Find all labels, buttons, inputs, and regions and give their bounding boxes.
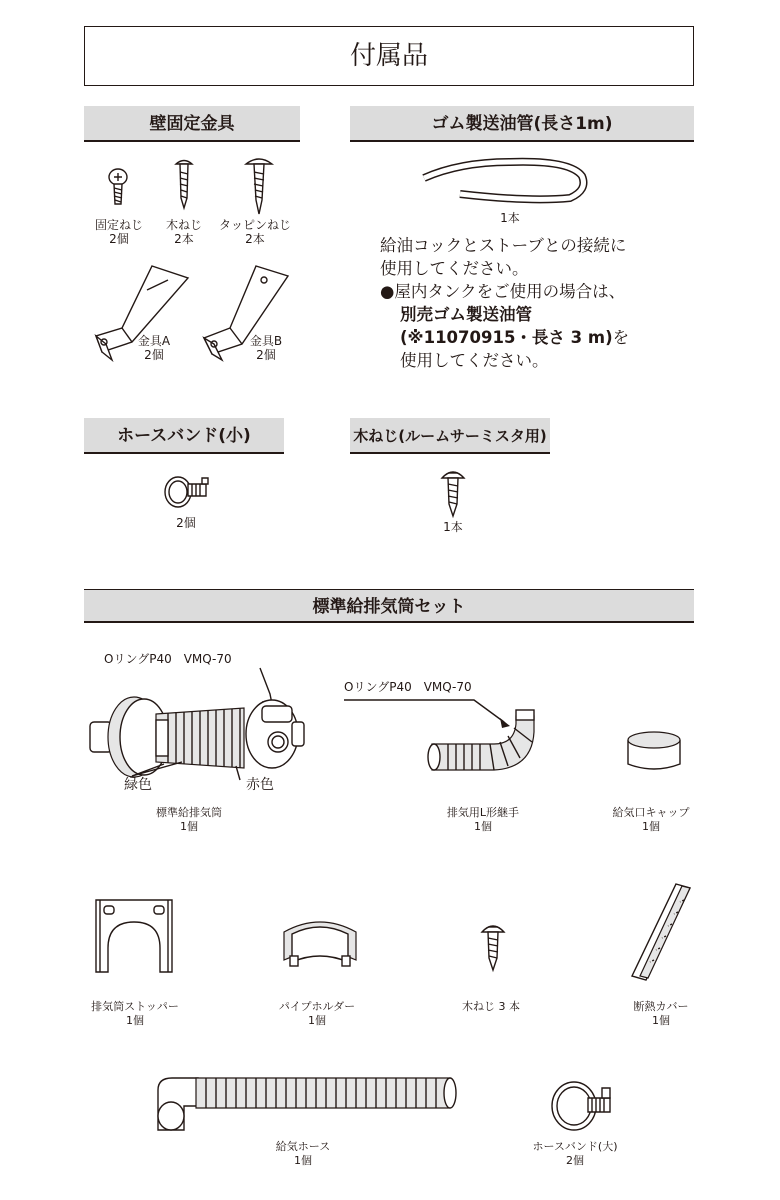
insulation-cover-icon (626, 880, 696, 988)
hose-band-large-name: ホースバンド(大) (532, 1140, 618, 1153)
bracket-a-qty: 2個 (144, 348, 164, 362)
oil-pipe-note-line5: (※11070915・長さ 3 m) (400, 328, 613, 347)
wood-screw-name: 木ねじ (165, 218, 202, 232)
pipe-holder-name: パイプホルダー (278, 1000, 356, 1013)
oil-pipe-note-line4: 別売ゴム製送油管 (400, 305, 532, 324)
oring-label-1: OリングP40 VMQ-70 (104, 652, 232, 666)
exhaust-stopper-icon (94, 896, 174, 976)
insulation-cover-qty: 1個 (652, 1014, 670, 1027)
l-elbow-name: 排気用L形継手 (446, 806, 520, 819)
standard-exhaust-pipe-icon (84, 664, 314, 794)
exhaust-pipe-qty: 1個 (180, 820, 198, 833)
bracket-a-name: 金具A (137, 334, 171, 348)
intake-hose-icon (150, 1072, 460, 1136)
oil-pipe-note-line1: 給油コックとストーブとの接続に (380, 236, 627, 255)
l-elbow-qty: 1個 (474, 820, 492, 833)
hose-band-small-qty: 2個 (176, 516, 196, 530)
intake-cap-name: 給気口キャップ (612, 806, 690, 819)
oil-pipe-note-line5-suffix: を (612, 328, 630, 347)
oil-pipe-note-line2: 使用してください。 (380, 259, 529, 278)
wood-screw-icon (174, 158, 194, 210)
wood-screw-3-icon (480, 922, 506, 972)
oil-pipe-note-line6: 使用してください。 (400, 351, 549, 370)
wood-screw-qty: 2本 (174, 232, 194, 246)
thermistor-screw-qty: 1本 (443, 520, 463, 534)
hose-band-small-icon (162, 470, 212, 510)
red-color-label: 赤色 (246, 777, 274, 793)
thermistor-wood-screw-icon (440, 468, 466, 518)
fixing-screw-icon (106, 168, 130, 208)
section-header-oil-pipe: ゴム製送油管(長さ1m) (350, 106, 694, 142)
intake-cap-icon (624, 730, 684, 774)
pipe-holder-qty: 1個 (308, 1014, 326, 1027)
intake-hose-name: 給気ホース (275, 1140, 331, 1153)
pipe-holder-icon (280, 916, 360, 972)
intake-hose-qty: 1個 (294, 1154, 312, 1167)
oil-pipe-qty: 1本 (500, 211, 520, 225)
fixing-screw-name: 固定ねじ (94, 218, 143, 232)
section-header-exhaust-set: 標準給排気筒セット (84, 589, 694, 623)
intake-cap-qty: 1個 (642, 820, 660, 833)
oil-pipe-note-line3: ●屋内タンクをご使用の場合は、 (380, 282, 626, 301)
l-elbow-joint-icon (344, 692, 544, 782)
insulation-cover-name: 断熱カバー (633, 1000, 689, 1013)
green-color-label: 緑色 (124, 777, 152, 793)
fixing-screw-qty: 2個 (109, 232, 129, 246)
tapping-screw-name: タッピンねじ (218, 218, 291, 232)
hose-band-large-icon (548, 1074, 618, 1134)
tapping-screw-qty: 2本 (245, 232, 265, 246)
section-header-wall-bracket: 壁固定金具 (84, 106, 300, 142)
stopper-qty: 1個 (126, 1014, 144, 1027)
tapping-screw-icon (244, 156, 274, 216)
wood-screw-3-name: 木ねじ 3 本 (462, 1000, 520, 1013)
exhaust-pipe-name: 標準給排気筒 (156, 806, 222, 819)
stopper-name: 排気筒ストッパー (91, 1000, 179, 1013)
bracket-b-qty: 2個 (256, 348, 276, 362)
page-title: 付属品 (84, 26, 694, 86)
oring-label-2: OリングP40 VMQ-70 (344, 680, 472, 694)
section-header-thermistor-screw: 木ねじ(ルームサーミスタ用) (350, 418, 550, 454)
rubber-oil-pipe-icon (420, 154, 590, 210)
bracket-b-name: 金具B (249, 334, 283, 348)
section-header-hose-band-small: ホースバンド(小) (84, 418, 284, 454)
hose-band-large-qty: 2個 (566, 1154, 584, 1167)
